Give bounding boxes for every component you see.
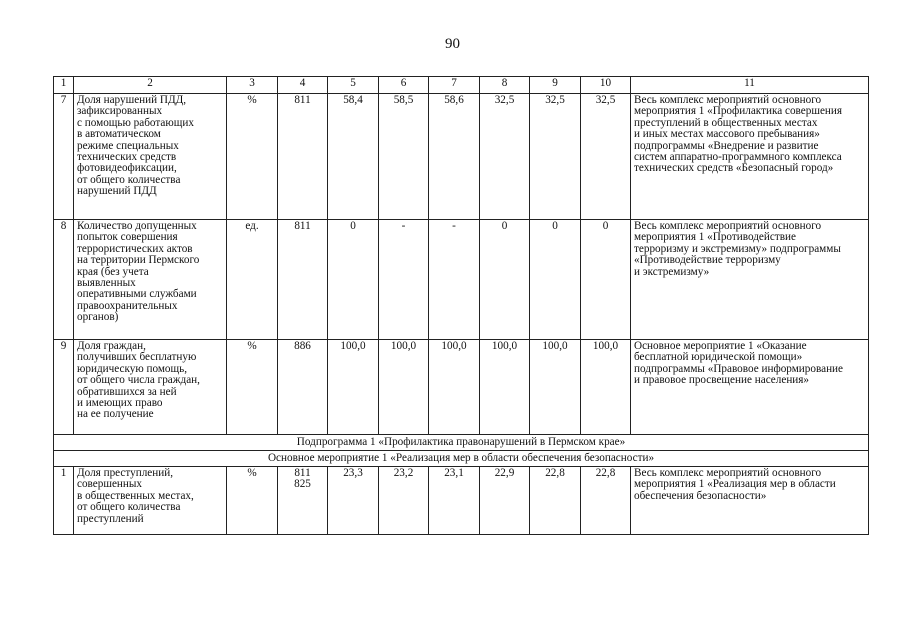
value-cell: 23,1 xyxy=(429,467,480,535)
code-cell: 811 xyxy=(278,94,328,220)
header-cell: 1 xyxy=(54,77,74,94)
value-cell: 32,5 xyxy=(530,94,581,220)
value-cell: 100,0 xyxy=(530,340,581,435)
value-cell: 0 xyxy=(581,220,631,340)
code-cell: 886 xyxy=(278,340,328,435)
section-row xyxy=(54,451,869,467)
value-cell: 58,4 xyxy=(328,94,379,220)
description-cell: Весь комплекс мероприятий основного мероприятия 1 «Противодействие терроризму и экстремизму» подпрограммы «Противодействие терроризму и экстремизму» xyxy=(631,220,869,340)
value-cell: 0 xyxy=(328,220,379,340)
unit-cell: % xyxy=(227,340,278,435)
header-cell: 7 xyxy=(429,77,480,94)
row-number: 7 xyxy=(54,94,74,220)
header-cell: 5 xyxy=(328,77,379,94)
value-cell: 0 xyxy=(480,220,530,340)
page-number: 90 xyxy=(445,36,460,52)
value-cell: 22,9 xyxy=(480,467,530,535)
header-cell: 3 xyxy=(227,77,278,94)
code-cell: 811 xyxy=(278,220,328,340)
value-cell: 100,0 xyxy=(379,340,429,435)
header-cell: 10 xyxy=(581,77,631,94)
value-cell: 22,8 xyxy=(530,467,581,535)
unit-cell: % xyxy=(227,94,278,220)
main-event-title: Основное мероприятие 1 «Реализация мер в области обеспечения безопасности» xyxy=(54,451,869,467)
table-row xyxy=(54,94,869,220)
value-cell: 22,8 xyxy=(581,467,631,535)
row-number: 9 xyxy=(54,340,74,435)
value-cell: 0 xyxy=(530,220,581,340)
subprogram-title: Подпрограмма 1 «Профилактика правонарушений в Пермском крае» xyxy=(54,435,869,451)
description-cell: Весь комплекс мероприятий основного мероприятия 1 «Профилактика совершения преступлений в общественных местах и иных местах массового пребывания» подпрограммы «Внедрение и развитие систем аппаратно-программного комплекса технических средств «Безопасный город» xyxy=(631,94,869,220)
indicator-name: Количество допущенных попыток совершения террористических актов на территории Пермского края (без учета выявленных оперативными службами правоохранительных органов) xyxy=(74,220,227,340)
header-cell: 2 xyxy=(74,77,227,94)
value-cell: 100,0 xyxy=(328,340,379,435)
value-cell: - xyxy=(379,220,429,340)
header-cell: 9 xyxy=(530,77,581,94)
value-cell: 23,3 xyxy=(328,467,379,535)
value-cell: 100,0 xyxy=(480,340,530,435)
table-row xyxy=(54,220,869,340)
indicator-name: Доля нарушений ПДД, зафиксированных с помощью работающих в автоматическом режиме специальных технических средств фотовидеофиксации, от общего количества нарушений ПДД xyxy=(74,94,227,220)
table-header-row xyxy=(54,77,869,94)
unit-cell: ед. xyxy=(227,220,278,340)
value-cell: 32,5 xyxy=(581,94,631,220)
value-cell: 23,2 xyxy=(379,467,429,535)
header-cell: 4 xyxy=(278,77,328,94)
indicators-table xyxy=(53,76,869,535)
value-cell: - xyxy=(429,220,480,340)
value-cell: 32,5 xyxy=(480,94,530,220)
value-cell: 100,0 xyxy=(581,340,631,435)
header-cell: 8 xyxy=(480,77,530,94)
table-row xyxy=(54,340,869,435)
section-row xyxy=(54,435,869,451)
code-cell: 811 825 xyxy=(278,467,328,535)
indicator-name: Доля граждан, получивших бесплатную юридическую помощь, от общего числа граждан, обратившихся за ней и имеющих право на ее получение xyxy=(74,340,227,435)
table-row xyxy=(54,467,869,535)
header-cell: 6 xyxy=(379,77,429,94)
description-cell: Основное мероприятие 1 «Оказание бесплатной юридической помощи» подпрограммы «Правовое информирование и правовое просвещение населения» xyxy=(631,340,869,435)
value-cell: 58,5 xyxy=(379,94,429,220)
header-cell: 11 xyxy=(631,77,869,94)
indicator-name: Доля преступлений, совершенных в общественных местах, от общего количества преступлений xyxy=(74,467,227,535)
value-cell: 100,0 xyxy=(429,340,480,435)
unit-cell: % xyxy=(227,467,278,535)
row-number: 8 xyxy=(54,220,74,340)
row-number: 1 xyxy=(54,467,74,535)
value-cell: 58,6 xyxy=(429,94,480,220)
description-cell: Весь комплекс мероприятий основного мероприятия 1 «Реализация мер в области обеспечения безопасности» xyxy=(631,467,869,535)
